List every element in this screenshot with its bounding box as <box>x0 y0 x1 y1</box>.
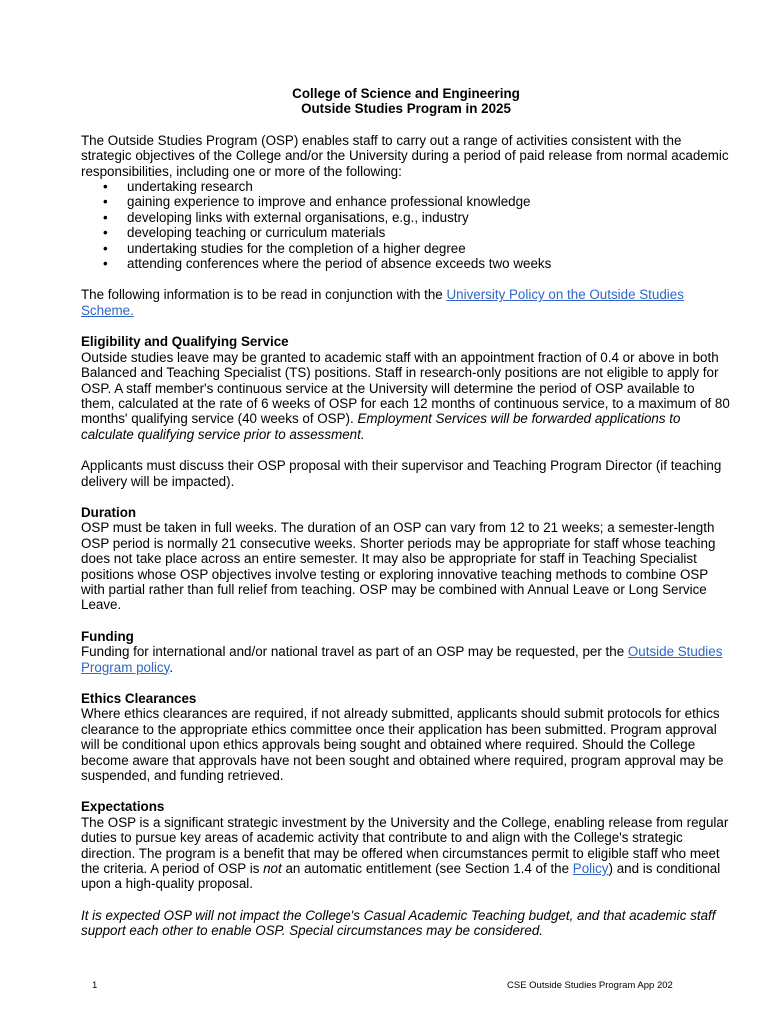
funding-paragraph <box>81 644 731 675</box>
activities-list <box>81 179 731 271</box>
conjunction-text: The following information is to be read in conjunction with the <box>81 287 447 303</box>
funding-text-end: . <box>169 659 174 675</box>
expectations-text-1: The OSP is a significant strategic investment by the University and the College, enabling release from regular duties to pursue key areas of academic activity that contribute to and align with the College's strategic direction. The program is a benefit that may be offered when circumstances permit to eligible staff who meet the criteria. A period of OSP is <box>81 814 729 877</box>
list-item: • undertaking studies for the completion of a higher degree <box>81 241 731 256</box>
list-item: • undertaking research <box>81 179 731 194</box>
footer-text: CSE Outside Studies Program App 202 <box>507 980 673 991</box>
duration-heading: Duration <box>81 504 137 520</box>
closing-italic-paragraph <box>81 908 731 939</box>
intro-paragraph: The Outside Studies Program (OSP) enables staff to carry out a range of activities consistent with the strategic objectives of the College and/or the University during a period of paid release from normal academic responsibilities, including one or more of the following: <box>81 132 729 179</box>
expectations-paragraph <box>81 815 731 892</box>
document-title-line1: College of Science and Engineering <box>292 86 520 101</box>
list-item: • developing teaching or curriculum materials <box>81 225 731 240</box>
eligibility-heading: Eligibility and Qualifying Service <box>81 334 289 350</box>
ethics-heading: Ethics Clearances <box>81 691 197 706</box>
list-item: • attending conferences where the period of absence exceeds two weeks <box>81 256 731 271</box>
university-policy-link[interactable]: University Policy on the Outside Studies Scheme. <box>81 287 684 318</box>
document-page <box>81 86 731 939</box>
duration-paragraph: OSP must be taken in full weeks. The duration of an OSP can vary from 12 to 21 weeks; a semester-length OSP period is normally 21 consecutive weeks. Shorter periods may be appropriate for staff whose teaching does not take place across an entire semester. It may also be appropriate for staff in Teaching Specialist positions whose OSP objectives involve testing or exploring innovative teaching methods to combine OSP with partial rather than full relief from teaching. OSP may be combined with Annual Leave or Long Service Leave. <box>81 520 716 613</box>
expectations-text-3: ) and is conditional upon a high-quality proposal. <box>81 861 721 892</box>
page-number: 1 <box>92 980 98 991</box>
eligibility-body: Outside studies leave may be granted to academic staff with an appointment fraction of 0.4 or above in both Balanced and Teaching Specialist (TS) positions. Staff in research-only positions are not eligible to apply for OSP. A staff member's continuous service at the University will determine the period of OSP available to them, calculated at the rate of 6 weeks of OSP for each 12 months of continuous service, to a maximum of 80 months' qualifying service (40 weeks of OSP). <box>81 349 730 427</box>
osp-policy-link[interactable]: Outside Studies Program policy <box>81 644 723 675</box>
list-item: • developing links with external organisations, e.g., industry <box>81 210 731 225</box>
eligibility-paragraph <box>81 350 731 442</box>
supervisor-paragraph: Applicants must discuss their OSP proposal with their supervisor and Teaching Program Director (if teaching delivery will be impacted). <box>81 458 722 489</box>
conjunction-paragraph <box>81 287 731 318</box>
list-item: • gaining experience to improve and enhance professional knowledge <box>81 194 731 209</box>
ethics-paragraph: Where ethics clearances are required, if not already submitted, applicants should submit protocols for ethics clearance to the appropriate ethics committee once their application has been submitted. Program approval will be conditional upon ethics approvals being sought and obtained where required. Should the College become aware that approvals have not been sought and obtained where required, program approval may be suspended, and funding retrieved. <box>81 706 724 784</box>
policy-link[interactable]: Policy <box>572 861 609 877</box>
expectations-text-2: an automatic entitlement (see Section 1.4 of the <box>281 861 573 877</box>
document-title-line2: Outside Studies Program in 2025 <box>301 101 511 117</box>
funding-text: Funding for international and/or national travel as part of an OSP may be requested, per the <box>81 644 628 660</box>
closing-italic-text: It is expected OSP will not impact the College's Casual Academic Teaching budget, and that academic staff support each other to enable OSP. Special circumstances may be considered. <box>81 907 716 939</box>
funding-heading: Funding <box>81 628 134 644</box>
expectations-heading: Expectations <box>81 799 165 815</box>
eligibility-italic-note: Employment Services will be forwarded applications to calculate qualifying service prior to assessment. <box>81 411 681 442</box>
expectations-not-emphasis: not <box>263 861 282 877</box>
